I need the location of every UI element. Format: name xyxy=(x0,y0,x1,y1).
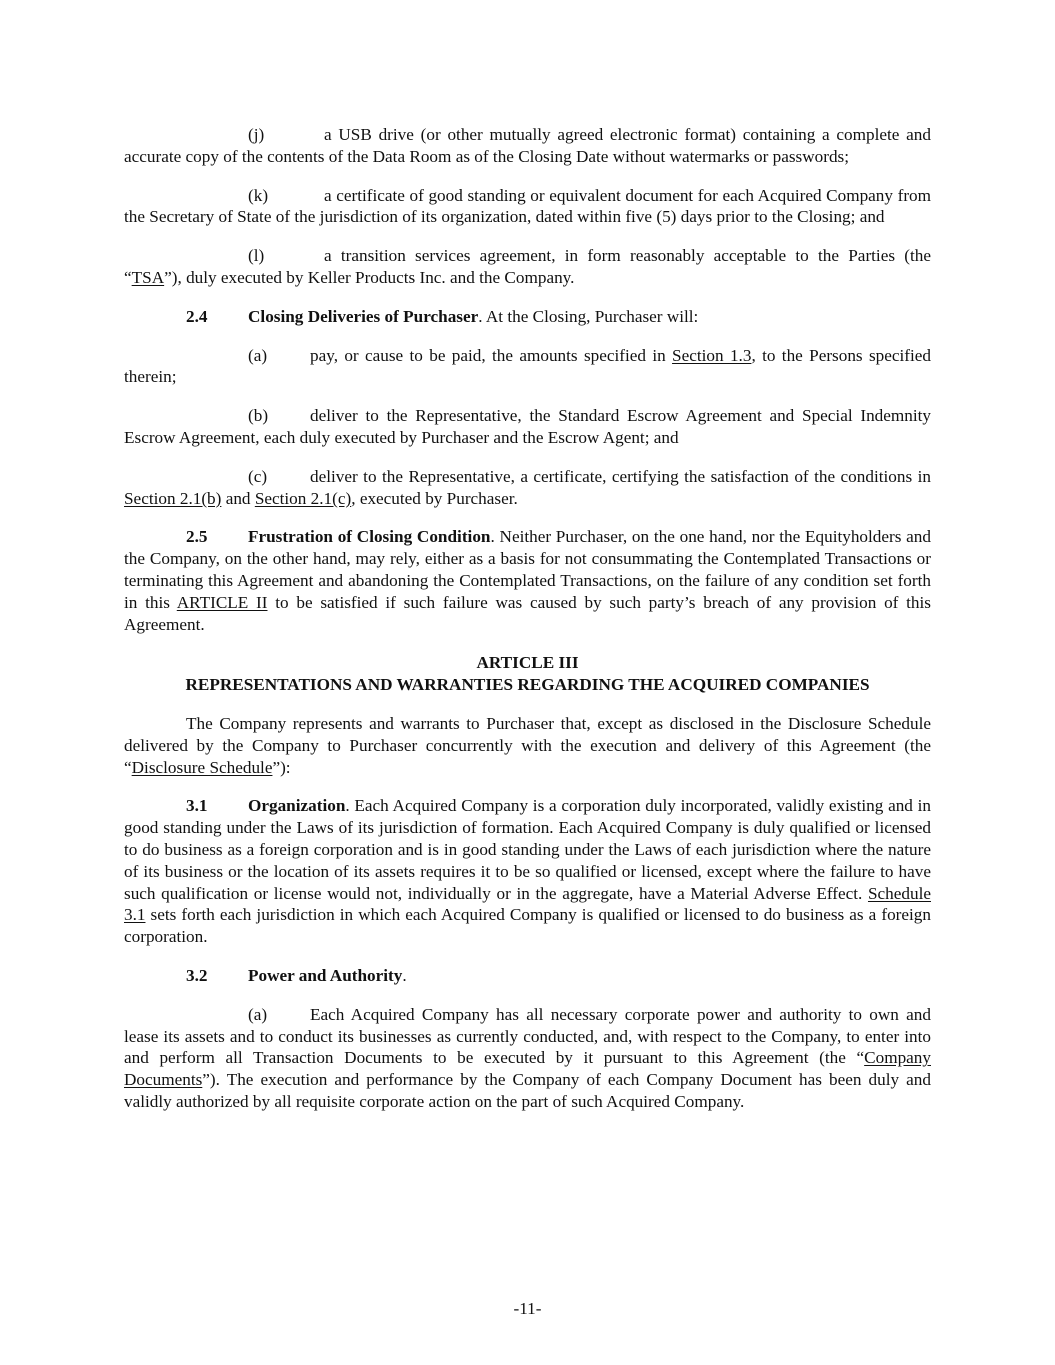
article-title: REPRESENTATIONS AND WARRANTIES REGARDING THE ACQUIRED COMPANIES xyxy=(185,675,870,695)
section-2-5: 2.5 Frustration of Closing Condition. Neither Purchaser, on the one hand, nor the Equityholders and the Company, on the other hand, may rely, either as a basis for not consummating the Contemplated Transactions or terminating this Agreement and abandoning the Contemplated Transactions, on the failure of any condition set forth in this ARTICLE II to be satisfied if such failure was caused by such party’s breach of any provision of this Agreement. xyxy=(124,527,931,634)
paragraph-2-4-c: (c) deliver to the Representative, a certificate, certifying the satisfaction of the conditions in Section 2.1(b) and Section 2.1(c), executed by Purchaser. xyxy=(124,466,931,508)
page-number: -11- xyxy=(513,1299,542,1318)
cross-reference-link: Schedule 3.1 xyxy=(124,883,931,925)
paragraph-2-4-a: (a) pay, or cause to be paid, the amounts specified in Section 1.3, to the Persons specified therein; xyxy=(124,345,931,387)
paragraph-3-2-a: (a) Each Acquired Company has all necessary corporate power and authority to own and lease its assets and to conduct its businesses as currently conducted, and, with respect to the Company, to enter into and perform all Transaction Documents to be executed by it pursuant to this Agreement (the “Company Documents”). The execution and performance by the Company of each Company Document has been duly and validly authorized by all requisite corporate action on the part of such Acquired Company. xyxy=(124,1004,931,1111)
section-number: 3.1 xyxy=(186,796,208,816)
section-3-2: 3.2 Power and Authority. xyxy=(186,965,407,985)
paragraph-2-4-b: (b) deliver to the Representative, the Standard Escrow Agreement and Special Indemnity Escrow Agreement, each duly executed by Purchaser and the Escrow Agent; and xyxy=(124,406,931,447)
cross-reference-link: Section 2.1(b) xyxy=(124,488,222,508)
section-heading: Organization xyxy=(248,796,346,816)
paragraph-l: (l) a transition services agreement, in form reasonably acceptable to the Parties (the “TSA”), duly executed by Keller Products Inc. and the Company. xyxy=(124,246,931,287)
paragraph-j xyxy=(124,124,931,168)
defined-term-company-documents: Company Documents xyxy=(124,1048,931,1090)
paragraph-label: (a) xyxy=(248,345,268,365)
paragraph-label: (j) xyxy=(248,125,265,144)
article-3-intro: The Company represents and warrants to Purchaser that, except as disclosed in the Disclosure Schedule delivered by the Company to Purchaser concurrently with the execution and delivery of this Agreement (the “Disclosure Schedule”): xyxy=(124,713,931,777)
article-number: ARTICLE III xyxy=(476,653,579,673)
paragraph-label: (c) xyxy=(248,466,268,486)
paragraph-text: a certificate of good standing or equivalent document for each Acquired Company from the Secretary of State of the jurisdiction of its organization, dated within five (5) days prior to the Closing; and xyxy=(124,185,931,227)
section-heading: Power and Authority xyxy=(248,965,403,985)
cross-reference-link: Section 1.3 xyxy=(672,345,752,365)
section-number: 2.4 xyxy=(186,306,208,326)
section-heading: Closing Deliveries of Purchaser xyxy=(248,306,479,326)
paragraph-label: (b) xyxy=(248,406,269,426)
section-number: 2.5 xyxy=(186,527,208,547)
paragraph-label: (k) xyxy=(248,185,269,205)
section-number: 3.2 xyxy=(186,965,208,985)
section-heading: Frustration of Closing Condition xyxy=(248,527,491,547)
section-2-4: 2.4 Closing Deliveries of Purchaser. At the Closing, Purchaser will: xyxy=(186,306,699,326)
defined-term-disclosure-schedule: Disclosure Schedule xyxy=(131,757,273,777)
paragraph-label: (l) xyxy=(248,246,265,266)
paragraph-label: (a) xyxy=(248,1004,268,1024)
cross-reference-link: Section 2.1(c) xyxy=(254,488,352,508)
paragraph-k xyxy=(124,185,931,229)
cross-reference-link: ARTICLE II xyxy=(176,592,268,612)
article-heading xyxy=(124,652,931,696)
defined-term-tsa: TSA xyxy=(131,267,165,287)
section-3-1: 3.1 Organization. Each Acquired Company is a corporation duly incorporated, validly existing and in good standing under the Laws of its jurisdiction of formation. Each Acquired Company is duly qualified or licensed to do business as a foreign corporation and is in good standing under the Laws of each jurisdiction where the nature of its business or the location of its assets requires it to be so qualified or licensed, except where the failure to have such qualification or license would not, individually or in the aggregate, have a Material Adverse Effect. Schedule 3.1 sets forth each jurisdiction in which each Acquired Company is qualified or licensed to do business as a foreign corporation. xyxy=(124,796,931,947)
paragraph-text: a USB drive (or other mutually agreed electronic format) containing a complete and accurate copy of the contents of the Data Room as of the Closing Date without watermarks or passwords; xyxy=(124,125,931,166)
